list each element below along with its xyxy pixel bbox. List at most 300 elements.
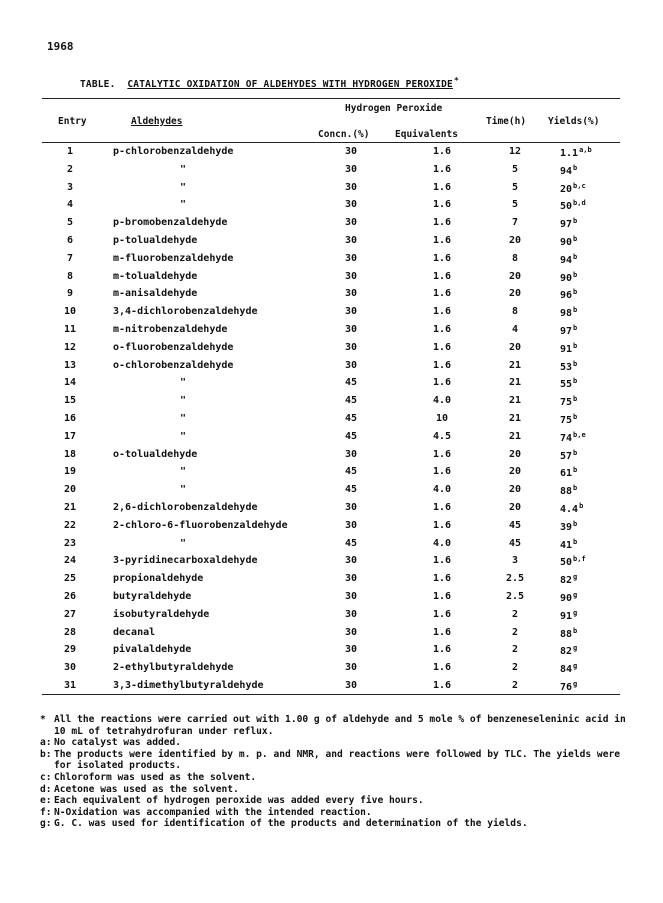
concn-cell: 30 xyxy=(344,306,358,318)
entry-cell: 26 xyxy=(63,591,77,602)
yield-value: 41 xyxy=(560,539,573,551)
aldehyde-cell: 3,3-dimethylbutyraldehyde xyxy=(113,680,264,691)
table-row xyxy=(0,644,663,662)
yield-footnote-marker: g xyxy=(573,608,578,617)
equivalents-cell: 1.6 xyxy=(432,466,452,478)
time-cell: 2 xyxy=(511,680,519,691)
footnote xyxy=(40,772,630,784)
entry-cell: 17 xyxy=(63,430,77,442)
table-row xyxy=(0,217,663,235)
aldehyde-cell: " xyxy=(180,484,187,496)
time-cell: 20 xyxy=(508,235,522,246)
aldehyde-cell: m-fluorobenzaldehyde xyxy=(113,252,234,264)
footnote xyxy=(40,714,630,737)
footnote-text: No catalyst was added. xyxy=(54,737,182,749)
footnote-text: N-Oxidation was accompanied with the intended reaction. xyxy=(54,806,372,818)
header-concn: Concn.(%) xyxy=(318,129,370,140)
time-cell: 21 xyxy=(508,413,522,424)
yield-value: 91 xyxy=(560,610,573,622)
entry-cell: 14 xyxy=(63,377,77,389)
table-row xyxy=(0,538,663,556)
concn-cell: 30 xyxy=(344,608,358,620)
caption-title: CATALYTIC OXIDATION OF ALDEHYDES WITH HYDROGEN PEROXIDE xyxy=(127,79,453,91)
header-aldehydes-label: Aldehydes xyxy=(131,116,183,127)
entry-cell: 4 xyxy=(66,199,74,211)
yield-footnote-marker: b xyxy=(573,163,578,172)
header-entry: Entry xyxy=(58,116,87,127)
table-row xyxy=(0,164,663,182)
yield-footnote-marker: g xyxy=(573,680,578,688)
equivalents-cell: 1.6 xyxy=(432,359,452,371)
entry-cell: 2 xyxy=(66,163,74,175)
table-row xyxy=(0,555,663,573)
yield-footnote-marker: b xyxy=(573,270,578,279)
footnote xyxy=(40,818,630,830)
yield-footnote-marker: b xyxy=(573,537,578,546)
yield-cell xyxy=(560,662,577,675)
equivalents-cell: 10 xyxy=(435,413,449,424)
equivalents-cell: 1.6 xyxy=(432,519,452,531)
footnote-text: The products were identified by m. p. and NMR, and reactions were followed by TLC. The yields were for isolated products. xyxy=(54,748,621,772)
aldehyde-cell: isobutyraldehyde xyxy=(113,608,210,620)
table-row xyxy=(0,413,663,431)
yield-footnote-marker: b xyxy=(573,217,578,226)
yield-footnote-marker: b xyxy=(573,448,578,457)
aldehyde-cell: m-nitrobenzaldehyde xyxy=(113,324,228,335)
yield-footnote-marker: b,e xyxy=(573,430,586,439)
yield-value: 97 xyxy=(560,219,573,231)
time-cell: 45 xyxy=(508,519,522,531)
entry-cell: 11 xyxy=(63,324,77,335)
table-row xyxy=(0,271,663,289)
equivalents-cell: 1.6 xyxy=(432,181,452,193)
aldehyde-cell: butyraldehyde xyxy=(113,591,192,602)
yield-value: 76 xyxy=(560,682,573,693)
time-cell: 21 xyxy=(508,377,522,389)
table-top-rule xyxy=(42,98,620,99)
aldehyde-cell: pivalaldehyde xyxy=(113,644,192,656)
yield-value: 39 xyxy=(560,521,573,533)
concn-cell: 45 xyxy=(344,484,358,496)
equivalents-cell: 4.0 xyxy=(432,537,452,549)
table-row xyxy=(0,395,663,413)
time-cell: 8 xyxy=(511,252,519,264)
concn-cell: 30 xyxy=(344,181,358,193)
concn-cell: 30 xyxy=(344,502,358,513)
yield-cell xyxy=(560,164,577,177)
concn-cell: 30 xyxy=(344,573,358,585)
entry-cell: 29 xyxy=(63,644,77,656)
yield-value: 75 xyxy=(560,397,573,409)
concn-cell: 45 xyxy=(344,537,358,549)
yield-value: 98 xyxy=(560,308,573,320)
aldehyde-cell: " xyxy=(180,413,187,424)
yield-cell xyxy=(560,288,577,301)
yield-value: 91 xyxy=(560,343,573,355)
yield-cell xyxy=(560,466,577,479)
equivalents-cell: 4.0 xyxy=(432,484,452,496)
concn-cell: 30 xyxy=(344,288,358,300)
caption-prefix: TABLE. xyxy=(80,79,116,91)
entry-cell: 22 xyxy=(63,519,77,531)
aldehyde-cell: m-tolualdehyde xyxy=(113,270,198,282)
equivalents-cell: 1.6 xyxy=(432,199,452,211)
yield-footnote-marker: b xyxy=(573,395,578,404)
yield-value: 88 xyxy=(560,628,573,640)
yield-cell xyxy=(560,342,577,355)
time-cell: 20 xyxy=(508,466,522,478)
yield-value: 96 xyxy=(560,290,573,302)
concn-cell: 30 xyxy=(344,644,358,656)
aldehyde-cell: p-chlorobenzaldehyde xyxy=(113,146,234,157)
table-row xyxy=(0,182,663,200)
yield-cell xyxy=(560,431,586,444)
table-row xyxy=(0,573,663,591)
table-row xyxy=(0,662,663,680)
footnote-mark: e: xyxy=(40,795,52,807)
entry-cell: 9 xyxy=(66,288,74,300)
header-equivalents: Equivalents xyxy=(395,129,458,140)
entry-cell: 27 xyxy=(63,608,77,620)
yield-value: 90 xyxy=(560,237,573,248)
concn-cell: 45 xyxy=(344,430,358,442)
entry-cell: 3 xyxy=(66,181,74,193)
yield-value: 55 xyxy=(560,379,573,391)
time-cell: 5 xyxy=(511,163,519,175)
entry-cell: 10 xyxy=(63,306,77,318)
table-row xyxy=(0,253,663,271)
table-row xyxy=(0,591,663,609)
concn-cell: 45 xyxy=(344,466,358,478)
time-cell: 3 xyxy=(511,555,519,567)
equivalents-cell: 1.6 xyxy=(432,502,452,513)
table-row xyxy=(0,449,663,467)
aldehyde-cell: " xyxy=(180,537,187,549)
aldehyde-cell: " xyxy=(180,395,187,407)
concn-cell: 30 xyxy=(344,199,358,211)
equivalents-cell: 1.6 xyxy=(432,626,452,638)
yield-value: 1.1 xyxy=(560,148,579,159)
entry-cell: 20 xyxy=(63,484,77,496)
yield-footnote-marker: b,f xyxy=(573,555,586,564)
aldehyde-cell: propionaldehyde xyxy=(113,573,204,585)
table-row xyxy=(0,306,663,324)
yield-value: 20 xyxy=(560,183,573,195)
yield-value: 57 xyxy=(560,450,573,462)
footnote-mark: a: xyxy=(40,737,52,749)
yield-cell xyxy=(560,627,577,640)
yield-value: 61 xyxy=(560,468,573,480)
yield-cell xyxy=(560,573,577,586)
concn-cell: 30 xyxy=(344,555,358,567)
yield-cell xyxy=(560,199,586,212)
time-cell: 4 xyxy=(511,324,519,335)
aldehyde-cell: p-tolualdehyde xyxy=(113,235,198,246)
equivalents-cell: 1.6 xyxy=(432,341,452,353)
footnote-text: All the reactions were carried out with 1.00 g of aldehyde and 5 mole % of benzeneseleninic acid in 10 mL of tetrahydrofuran under reflux. xyxy=(54,714,626,737)
entry-cell: 7 xyxy=(66,252,74,264)
equivalents-cell: 1.6 xyxy=(432,217,452,229)
time-cell: 20 xyxy=(508,341,522,353)
footnote xyxy=(40,784,630,796)
yield-footnote-marker: b xyxy=(573,252,578,261)
time-cell: 2.5 xyxy=(505,573,525,585)
equivalents-cell: 1.6 xyxy=(432,146,452,157)
table-row xyxy=(0,609,663,627)
entry-cell: 31 xyxy=(63,680,77,691)
entry-cell: 13 xyxy=(63,359,77,371)
table-row xyxy=(0,484,663,502)
concn-cell: 30 xyxy=(344,252,358,264)
equivalents-cell: 1.6 xyxy=(432,591,452,602)
footnote-text: Chloroform was used as the solvent. xyxy=(54,771,257,783)
time-cell: 7 xyxy=(511,217,519,229)
aldehyde-cell: 2-chloro-6-fluorobenzaldehyde xyxy=(113,519,288,531)
entry-cell: 16 xyxy=(63,413,77,424)
yield-cell xyxy=(560,520,577,533)
yield-cell xyxy=(560,360,577,373)
table-header-rule xyxy=(42,142,620,143)
footnote-text: Acetone was used as the solvent. xyxy=(54,783,239,795)
entry-cell: 28 xyxy=(63,626,77,638)
table-row xyxy=(0,235,663,253)
yield-footnote-marker: b xyxy=(573,324,578,332)
time-cell: 21 xyxy=(508,430,522,442)
yield-value: 74 xyxy=(560,432,573,444)
entry-cell: 24 xyxy=(63,555,77,567)
time-cell: 45 xyxy=(508,537,522,549)
equivalents-cell: 1.6 xyxy=(432,235,452,246)
time-cell: 2 xyxy=(511,626,519,638)
footnote xyxy=(40,749,630,772)
yield-footnote-marker: b xyxy=(573,359,578,368)
concn-cell: 30 xyxy=(344,324,358,335)
aldehyde-cell: 2-ethylbutyraldehyde xyxy=(113,662,234,674)
footnote xyxy=(40,795,630,807)
entry-cell: 8 xyxy=(66,270,74,282)
time-cell: 12 xyxy=(508,146,522,157)
yield-footnote-marker: b,c xyxy=(573,181,586,190)
equivalents-cell: 1.6 xyxy=(432,288,452,300)
yield-value: 50 xyxy=(560,557,573,569)
aldehyde-cell: " xyxy=(180,377,187,389)
yield-footnote-marker: g xyxy=(573,573,578,582)
yield-cell xyxy=(560,484,577,497)
yield-cell xyxy=(560,680,577,693)
yield-cell xyxy=(560,502,583,515)
time-cell: 21 xyxy=(508,359,522,371)
yield-value: 94 xyxy=(560,165,573,177)
yield-value: 50 xyxy=(560,201,573,213)
time-cell: 5 xyxy=(511,181,519,193)
table-row xyxy=(0,360,663,378)
footnote-mark: d: xyxy=(40,783,52,795)
aldehyde-cell: " xyxy=(180,181,187,193)
equivalents-cell: 1.6 xyxy=(432,163,452,175)
equivalents-cell: 1.6 xyxy=(432,324,452,335)
yield-cell xyxy=(560,146,592,159)
header-aldehydes xyxy=(131,116,182,127)
aldehyde-cell: " xyxy=(180,430,187,442)
yield-cell xyxy=(560,538,577,551)
table-row xyxy=(0,466,663,484)
equivalents-cell: 4.5 xyxy=(432,430,452,442)
concn-cell: 45 xyxy=(344,395,358,407)
concn-cell: 30 xyxy=(344,270,358,282)
concn-cell: 30 xyxy=(344,341,358,353)
footnote-mark: c: xyxy=(40,771,52,783)
time-cell: 5 xyxy=(511,199,519,211)
equivalents-cell: 1.6 xyxy=(432,608,452,620)
table-row xyxy=(0,627,663,645)
yield-cell xyxy=(560,644,577,657)
yield-value: 90 xyxy=(560,593,573,604)
footnote-mark: b: xyxy=(40,748,52,760)
yield-cell xyxy=(560,253,577,266)
entry-cell: 18 xyxy=(63,448,77,460)
time-cell: 2 xyxy=(511,644,519,656)
yield-value: 90 xyxy=(560,272,573,284)
yield-cell xyxy=(560,555,586,568)
aldehyde-cell: " xyxy=(180,199,187,211)
yield-footnote-marker: g xyxy=(573,662,578,671)
header-yields: Yields(%) xyxy=(548,116,600,127)
aldehyde-cell: o-fluorobenzaldehyde xyxy=(113,341,234,353)
table-row xyxy=(0,520,663,538)
yield-footnote-marker: b xyxy=(573,377,578,386)
footnote xyxy=(40,807,630,819)
time-cell: 21 xyxy=(508,395,522,407)
time-cell: 20 xyxy=(508,484,522,496)
equivalents-cell: 1.6 xyxy=(432,680,452,691)
yield-value: 97 xyxy=(560,326,573,337)
time-cell: 20 xyxy=(508,288,522,300)
yield-footnote-marker: b xyxy=(573,466,578,475)
yield-footnote-marker: b xyxy=(573,626,578,635)
yield-cell xyxy=(560,271,577,284)
table-row xyxy=(0,431,663,449)
concn-cell: 30 xyxy=(344,448,358,460)
time-cell: 2.5 xyxy=(505,591,525,602)
concn-cell: 30 xyxy=(344,519,358,531)
equivalents-cell: 1.6 xyxy=(432,662,452,674)
aldehyde-cell: " xyxy=(180,163,187,175)
yield-value: 94 xyxy=(560,254,573,266)
yield-footnote-marker: b xyxy=(573,288,578,297)
table-row xyxy=(0,342,663,360)
aldehyde-cell: 3-pyridinecarboxaldehyde xyxy=(113,555,258,567)
concn-cell: 30 xyxy=(344,662,358,674)
aldehyde-cell: " xyxy=(180,466,187,478)
table-caption xyxy=(80,76,459,90)
equivalents-cell: 1.6 xyxy=(432,644,452,656)
footnote xyxy=(40,737,630,749)
yield-cell xyxy=(560,324,577,337)
aldehyde-cell: decanal xyxy=(113,626,156,638)
equivalents-cell: 1.6 xyxy=(432,252,452,264)
header-hydrogen-peroxide: Hydrogen Peroxide xyxy=(345,103,443,114)
yield-footnote-marker: b xyxy=(573,484,578,493)
aldehyde-cell: 3,4-dichlorobenzaldehyde xyxy=(113,306,258,318)
entry-cell: 25 xyxy=(63,573,77,585)
table-row xyxy=(0,146,663,164)
concn-cell: 30 xyxy=(344,146,358,157)
table-row xyxy=(0,324,663,342)
equivalents-cell: 1.6 xyxy=(432,555,452,567)
footnote-text: Each equivalent of hydrogen peroxide was added every five hours. xyxy=(54,795,424,807)
yield-value: 4.4 xyxy=(560,504,579,515)
concn-cell: 30 xyxy=(344,217,358,229)
yield-cell xyxy=(560,377,577,390)
concn-cell: 30 xyxy=(344,235,358,246)
yield-value: 75 xyxy=(560,415,573,426)
entry-cell: 1 xyxy=(66,146,74,157)
time-cell: 8 xyxy=(511,306,519,318)
header-time: Time(h) xyxy=(486,116,527,127)
aldehyde-cell: p-bromobenzaldehyde xyxy=(113,217,228,229)
table-row xyxy=(0,502,663,520)
time-cell: 20 xyxy=(508,448,522,460)
yield-cell xyxy=(560,449,577,462)
concn-cell: 30 xyxy=(344,680,358,691)
yield-cell xyxy=(560,182,586,195)
entry-cell: 12 xyxy=(63,341,77,353)
entry-cell: 15 xyxy=(63,395,77,407)
yield-footnote-marker: g xyxy=(573,644,578,653)
yield-value: 82 xyxy=(560,575,573,587)
entry-cell: 5 xyxy=(66,217,74,229)
yield-cell xyxy=(560,395,577,408)
entry-cell: 19 xyxy=(63,466,77,478)
yield-value: 88 xyxy=(560,486,573,498)
aldehyde-cell: m-anisaldehyde xyxy=(113,288,198,300)
aldehyde-cell: o-chlorobenzaldehyde xyxy=(113,359,234,371)
footnote-text: G. C. was used for identification of the products and determination of the yields. xyxy=(54,818,528,830)
time-cell: 20 xyxy=(508,502,522,513)
page-number: 1968 xyxy=(47,40,74,53)
entry-cell: 23 xyxy=(63,537,77,549)
entry-cell: 21 xyxy=(63,502,77,513)
equivalents-cell: 1.6 xyxy=(432,573,452,585)
yield-value: 53 xyxy=(560,361,573,373)
yield-cell xyxy=(560,235,577,248)
entry-cell: 30 xyxy=(63,662,77,674)
entry-cell: 6 xyxy=(66,235,74,246)
time-cell: 20 xyxy=(508,270,522,282)
table-row xyxy=(0,680,663,698)
table-row xyxy=(0,288,663,306)
yield-value: 84 xyxy=(560,664,573,676)
yield-cell xyxy=(560,609,577,622)
equivalents-cell: 1.6 xyxy=(432,448,452,460)
equivalents-cell: 1.6 xyxy=(432,306,452,318)
yield-cell xyxy=(560,306,577,319)
yield-footnote-marker: b xyxy=(573,413,578,421)
concn-cell: 30 xyxy=(344,163,358,175)
yield-footnote-marker: b,d xyxy=(573,199,586,208)
yield-footnote-marker: a,b xyxy=(579,146,592,154)
aldehyde-cell: o-tolualdehyde xyxy=(113,448,198,460)
concn-cell: 45 xyxy=(344,377,358,389)
concn-cell: 45 xyxy=(344,413,358,424)
yield-cell xyxy=(560,591,577,604)
concn-cell: 30 xyxy=(344,359,358,371)
yield-footnote-marker: b xyxy=(573,519,578,528)
yield-cell xyxy=(560,413,577,426)
footnote-mark: g: xyxy=(40,818,52,830)
table-bottom-rule xyxy=(42,694,620,695)
concn-cell: 30 xyxy=(344,591,358,602)
